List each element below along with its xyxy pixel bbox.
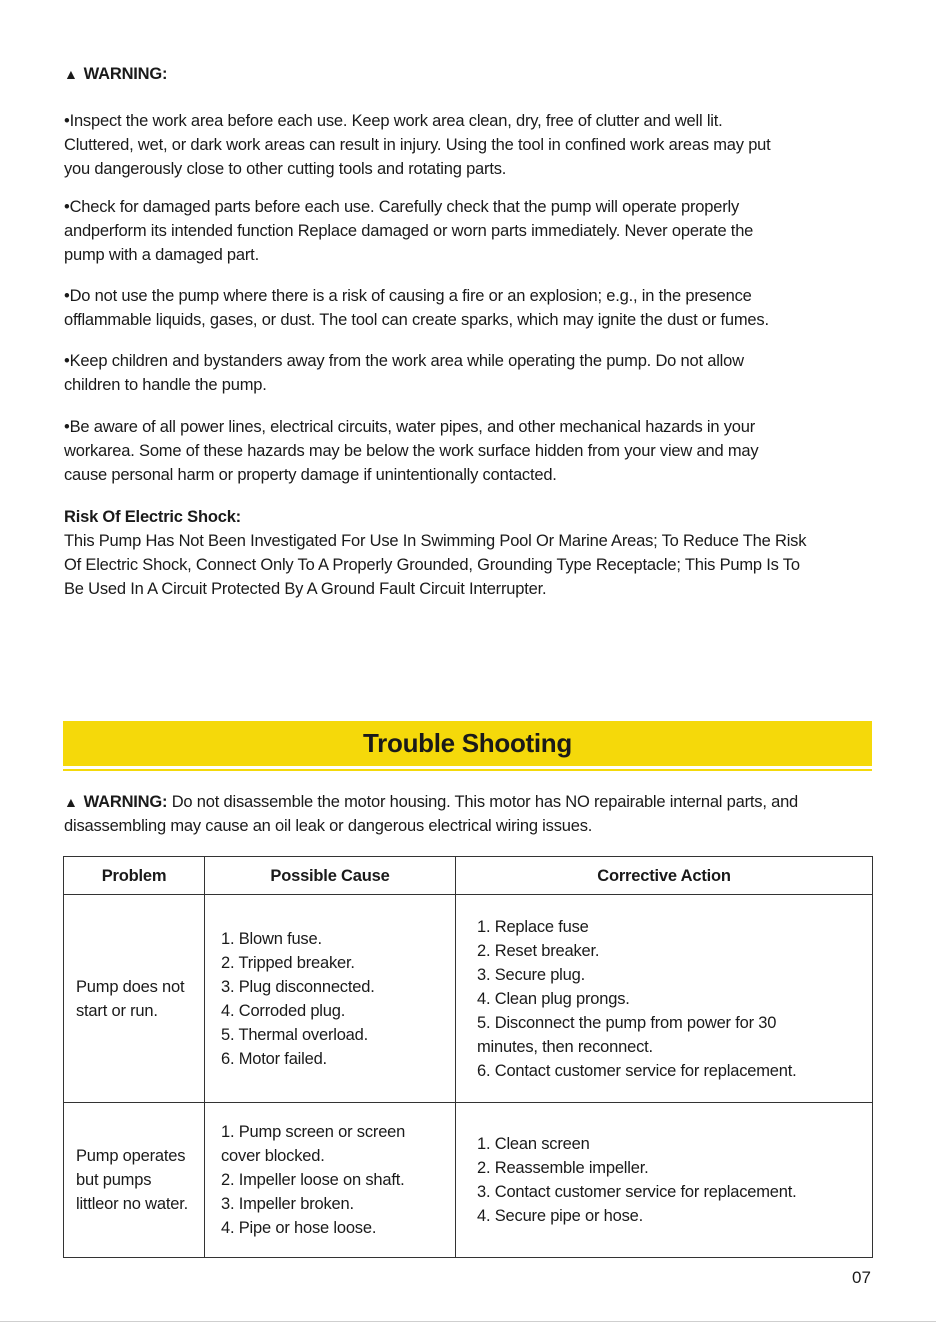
- header-possible-cause: Possible Cause: [205, 857, 456, 895]
- electric-shock-heading: Risk Of Electric Shock:: [64, 508, 241, 526]
- page-bottom-rule: [0, 1321, 936, 1322]
- bullet-inspect-work-area: •Inspect the work area before each use. Keep work area clean, dry, free of clutter and well lit. Cluttered, wet, or dark work areas can result in injury. Using the tool in confined work areas may put you dangerously close to other cutting tools and rotating parts.: [64, 112, 771, 178]
- warning-triangle-icon: ▲: [64, 66, 78, 82]
- problem-cell: Pump does not start or run.: [64, 895, 205, 1103]
- trouble-shooting-title: Trouble Shooting: [363, 728, 572, 758]
- header-problem: Problem: [64, 857, 205, 895]
- troubleshooting-table: [63, 856, 873, 1258]
- bullet-check-damaged-parts: •Check for damaged parts before each use. Carefully check that the pump will operate properly andperform its intended function Replace damaged or worn parts immediately. Never operate the pump with a damaged part.: [64, 198, 754, 264]
- cause-cell: 1. Blown fuse. 2. Tripped breaker. 3. Plug disconnected. 4. Corroded plug. 5. Thermal overload. 6. Motor failed.: [205, 895, 456, 1103]
- warning-heading: ▲ WARNING:: [64, 65, 168, 83]
- action-cell: 1. Replace fuse 2. Reset breaker. 3. Secure plug. 4. Clean plug prongs. 5. Disconnect the pump from power for 30 minutes, then reconnect. 6. Contact customer service for replacement.: [456, 895, 873, 1103]
- warning-triangle-icon: ▲: [64, 794, 78, 810]
- header-corrective-action: Corrective Action: [456, 857, 873, 895]
- cause-cell: 1. Pump screen or screen cover blocked. 2. Impeller loose on shaft. 3. Impeller broken. 4. Pipe or hose loose.: [205, 1103, 456, 1258]
- trouble-shooting-banner: [63, 721, 872, 766]
- table-header-row: [64, 857, 873, 895]
- electric-shock-section: Risk Of Electric Shock: This Pump Has Not Been Investigated For Use In Swimming Pool Or Marine Areas; To Reduce The Risk Of Electric Shock, Connect Only To A Properly Grounded, Grounding Type Receptacle; This Pump Is To Be Used In A Circuit Protected By A Ground Fault Circuit Interrupter.: [64, 508, 807, 598]
- table-row: [64, 895, 873, 1103]
- trouble-warning: ▲ WARNING: Do not disassemble the motor housing. This motor has NO repairable internal parts, and disassembling may cause an oil leak or dangerous electrical wiring issues.: [64, 793, 799, 835]
- action-cell: 1. Clean screen 2. Reassemble impeller. 3. Contact customer service for replacement. 4. Secure pipe or hose.: [456, 1103, 873, 1258]
- bullet-children: •Keep children and bystanders away from the work area while operating the pump. Do not allow children to handle the pump.: [64, 352, 744, 394]
- bullet-hazards: •Be aware of all power lines, electrical circuits, water pipes, and other mechanical hazards in your workarea. Some of these hazards may be below the work surface hidden from your view and may cause personal harm or property damage if unintentionally contacted.: [64, 418, 759, 484]
- page-number: 07: [852, 1268, 871, 1287]
- problem-cell: Pump operates but pumps littleor no water.: [64, 1103, 205, 1258]
- table-row: [64, 1103, 873, 1258]
- banner-underline: [63, 769, 872, 771]
- bullet-fire-risk: •Do not use the pump where there is a risk of causing a fire or an explosion; e.g., in the presence offlammable liquids, gases, or dust. The tool can create sparks, which may ignite the dust or fumes.: [64, 287, 769, 329]
